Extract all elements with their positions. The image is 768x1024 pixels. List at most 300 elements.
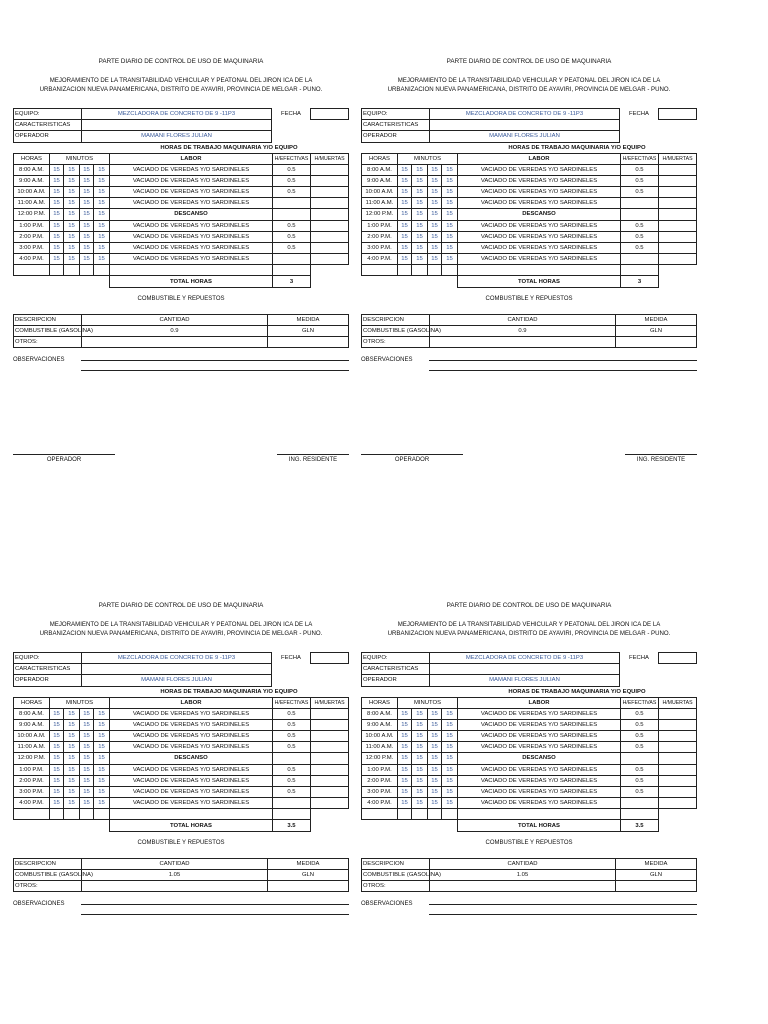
efectivas-cell[interactable]	[620, 254, 658, 265]
minute-cell-3[interactable]: 15	[428, 708, 442, 719]
minute-cell-2[interactable]: 15	[64, 254, 80, 265]
fuel-section-title: COMBUSTIBLE Y REPUESTOS	[485, 295, 573, 302]
minute-cell-4[interactable]: 15	[94, 719, 110, 730]
table-row	[14, 231, 349, 242]
minute-cell-1[interactable]: 15	[398, 730, 412, 741]
minute-cell-3[interactable]: 15	[428, 242, 442, 253]
fuel-cant-label: CANTIDAD	[82, 314, 268, 325]
minute-cell-2[interactable]: 15	[64, 719, 80, 730]
efectivas-cell[interactable]: 0.5	[272, 764, 310, 775]
minute-cell-2[interactable]: 15	[412, 708, 428, 719]
muertas-cell[interactable]	[658, 231, 696, 242]
efectivas-cell[interactable]: 0.5	[620, 775, 658, 786]
minute-cell-4[interactable]: 15	[442, 254, 458, 265]
labor-cell[interactable]: VACIADO DE VEREDAS Y/O SARDINELES	[458, 254, 621, 265]
efectivas-cell[interactable]: 0.5	[272, 775, 310, 786]
labor-cell[interactable]: VACIADO DE VEREDAS Y/O SARDINELES	[110, 742, 273, 753]
caracteristicas-field[interactable]	[430, 120, 620, 131]
minute-cell-2[interactable]: 15	[412, 175, 428, 186]
minute-cell-4[interactable]: 15	[442, 775, 458, 786]
minute-cell-4[interactable]: 15	[94, 764, 110, 775]
minute-cell-3[interactable]: 15	[428, 730, 442, 741]
minute-cell-4[interactable]: 15	[442, 753, 458, 764]
minute-cell-2[interactable]: 15	[412, 231, 428, 242]
minute-cell-4[interactable]: 15	[442, 198, 458, 209]
labor-cell[interactable]: VACIADO DE VEREDAS Y/O SARDINELES	[110, 775, 273, 786]
minute-cell-3[interactable]: 15	[80, 764, 94, 775]
minute-cell-4[interactable]: 15	[94, 242, 110, 253]
minute-cell-3[interactable]: 15	[80, 164, 94, 175]
muertas-cell[interactable]	[310, 719, 348, 730]
minute-cell-4[interactable]: 15	[442, 209, 458, 220]
muertas-cell[interactable]	[310, 209, 348, 220]
minute-cell-1[interactable]: 15	[50, 730, 64, 741]
efectivas-cell[interactable]	[272, 753, 310, 764]
labor-cell[interactable]: VACIADO DE VEREDAS Y/O SARDINELES	[110, 175, 273, 186]
minute-cell-1[interactable]: 15	[398, 186, 412, 197]
minute-cell-3[interactable]: 15	[80, 175, 94, 186]
minute-cell-1[interactable]: 15	[50, 198, 64, 209]
otros-label: OTROS:	[14, 337, 82, 348]
efectivas-cell[interactable]: 0.5	[620, 220, 658, 231]
labor-cell[interactable]: DESCANSO	[110, 753, 273, 764]
minute-cell-1[interactable]: 15	[50, 242, 64, 253]
minute-cell-2[interactable]: 15	[412, 798, 428, 809]
fecha-field[interactable]	[659, 653, 697, 664]
minute-cell-2[interactable]: 15	[412, 164, 428, 175]
minute-cell-3[interactable]: 15	[80, 220, 94, 231]
labor-cell[interactable]: VACIADO DE VEREDAS Y/O SARDINELES	[458, 164, 621, 175]
muertas-cell[interactable]	[658, 798, 696, 809]
minute-cell-1[interactable]: 15	[50, 209, 64, 220]
minute-cell-3[interactable]: 15	[428, 220, 442, 231]
minute-cell-1[interactable]: 15	[398, 175, 412, 186]
muertas-cell[interactable]	[310, 764, 348, 775]
minute-cell-2[interactable]: 15	[64, 242, 80, 253]
muertas-cell[interactable]	[310, 164, 348, 175]
efectivas-cell[interactable]: 0.5	[272, 164, 310, 175]
minute-cell-1[interactable]: 15	[398, 742, 412, 753]
labor-cell[interactable]: DESCANSO	[458, 209, 621, 220]
minute-cell-1[interactable]: 15	[398, 775, 412, 786]
minute-cell-2[interactable]: 15	[64, 764, 80, 775]
otros-field[interactable]	[82, 337, 268, 348]
minute-cell-2[interactable]: 15	[412, 220, 428, 231]
otros-field[interactable]	[82, 881, 268, 892]
minute-cell-3[interactable]: 15	[428, 719, 442, 730]
fuel-quantity[interactable]: 0.9	[82, 325, 268, 336]
minute-cell-3[interactable]: 15	[80, 730, 94, 741]
minute-cell-2[interactable]: 15	[412, 742, 428, 753]
minute-cell-2[interactable]: 15	[64, 798, 80, 809]
minute-cell-2[interactable]: 15	[64, 175, 80, 186]
minute-cell-3[interactable]: 15	[428, 753, 442, 764]
efectivas-cell[interactable]: 0.5	[272, 175, 310, 186]
minute-cell-1[interactable]: 15	[50, 798, 64, 809]
fecha-field[interactable]	[659, 109, 697, 120]
labor-cell[interactable]: VACIADO DE VEREDAS Y/O SARDINELES	[458, 186, 621, 197]
equipo-value[interactable]: MEZCLADORA DE CONCRETO DE 9 -11P3	[430, 653, 620, 664]
efectivas-cell[interactable]	[620, 198, 658, 209]
efectivas-cell[interactable]: 0.5	[272, 231, 310, 242]
efectivas-cell[interactable]: 0.5	[272, 220, 310, 231]
muertas-cell[interactable]	[310, 742, 348, 753]
operador-value[interactable]: MAMANI FLORES JULIAN	[430, 131, 620, 142]
muertas-cell[interactable]	[310, 231, 348, 242]
observaciones-line-1[interactable]	[429, 904, 697, 905]
labor-cell[interactable]: VACIADO DE VEREDAS Y/O SARDINELES	[458, 719, 621, 730]
efectivas-cell[interactable]	[272, 798, 310, 809]
efectivas-cell[interactable]: 0.5	[272, 186, 310, 197]
muertas-cell[interactable]	[658, 186, 696, 197]
minute-cell-2[interactable]: 15	[412, 242, 428, 253]
minute-cell-2[interactable]: 15	[64, 786, 80, 797]
minute-cell-4[interactable]: 15	[94, 730, 110, 741]
minute-cell-1[interactable]: 15	[50, 719, 64, 730]
minute-cell-4[interactable]: 15	[442, 742, 458, 753]
operador-value[interactable]: MAMANI FLORES JULIAN	[430, 675, 620, 686]
otros-unit-field[interactable]	[616, 337, 697, 348]
minute-cell-2[interactable]: 15	[412, 209, 428, 220]
minute-cell-3[interactable]: 15	[80, 242, 94, 253]
otros-unit-field[interactable]	[268, 881, 349, 892]
minute-cell-2[interactable]: 15	[64, 708, 80, 719]
minute-cell-4[interactable]: 15	[94, 164, 110, 175]
minute-cell-2[interactable]: 15	[64, 742, 80, 753]
efectivas-cell[interactable]: 0.5	[272, 708, 310, 719]
muertas-cell[interactable]	[310, 775, 348, 786]
labor-cell[interactable]: VACIADO DE VEREDAS Y/O SARDINELES	[110, 764, 273, 775]
observaciones-line-2[interactable]	[81, 370, 349, 371]
minute-cell-3[interactable]: 15	[80, 753, 94, 764]
minute-cell-4[interactable]: 15	[94, 708, 110, 719]
minute-cell-1[interactable]: 15	[398, 786, 412, 797]
minute-cell-2[interactable]: 15	[64, 186, 80, 197]
efectivas-cell[interactable]: 0.5	[620, 186, 658, 197]
muertas-cell[interactable]	[658, 209, 696, 220]
efectivas-cell[interactable]: 0.5	[272, 242, 310, 253]
muertas-cell[interactable]	[310, 175, 348, 186]
labor-cell[interactable]: VACIADO DE VEREDAS Y/O SARDINELES	[110, 220, 273, 231]
muertas-cell[interactable]	[658, 786, 696, 797]
minute-cell-1[interactable]: 15	[398, 719, 412, 730]
muertas-cell[interactable]	[658, 220, 696, 231]
muertas-cell[interactable]	[658, 764, 696, 775]
minute-cell-2[interactable]: 15	[412, 730, 428, 741]
minute-cell-4[interactable]: 15	[94, 186, 110, 197]
fuel-quantity[interactable]: 0.9	[430, 325, 616, 336]
efectivas-cell[interactable]: 0.5	[620, 231, 658, 242]
equipo-value[interactable]: MEZCLADORA DE CONCRETO DE 9 -11P3	[82, 653, 272, 664]
efectivas-cell[interactable]	[272, 209, 310, 220]
minute-cell-3[interactable]: 15	[80, 231, 94, 242]
labor-cell[interactable]: VACIADO DE VEREDAS Y/O SARDINELES	[458, 175, 621, 186]
muertas-cell[interactable]	[658, 719, 696, 730]
efectivas-cell[interactable]: 0.5	[272, 742, 310, 753]
labor-cell[interactable]: VACIADO DE VEREDAS Y/O SARDINELES	[110, 730, 273, 741]
labor-cell[interactable]: VACIADO DE VEREDAS Y/O SARDINELES	[458, 708, 621, 719]
muertas-cell[interactable]	[310, 730, 348, 741]
col-labor: LABOR	[458, 153, 621, 164]
minute-cell-3[interactable]: 15	[428, 254, 442, 265]
labor-cell[interactable]: VACIADO DE VEREDAS Y/O SARDINELES	[110, 798, 273, 809]
labor-cell[interactable]: VACIADO DE VEREDAS Y/O SARDINELES	[458, 220, 621, 231]
labor-cell[interactable]: VACIADO DE VEREDAS Y/O SARDINELES	[458, 198, 621, 209]
minute-cell-1[interactable]: 15	[50, 186, 64, 197]
minute-cell-2[interactable]: 15	[412, 186, 428, 197]
minute-cell-4[interactable]: 15	[94, 742, 110, 753]
labor-cell[interactable]: DESCANSO	[458, 753, 621, 764]
labor-cell[interactable]: VACIADO DE VEREDAS Y/O SARDINELES	[458, 786, 621, 797]
muertas-cell[interactable]	[658, 730, 696, 741]
labor-cell[interactable]: VACIADO DE VEREDAS Y/O SARDINELES	[458, 764, 621, 775]
minute-cell-1[interactable]: 15	[50, 786, 64, 797]
minute-cell-4[interactable]: 15	[442, 708, 458, 719]
minute-cell-3[interactable]: 15	[80, 742, 94, 753]
labor-cell[interactable]: VACIADO DE VEREDAS Y/O SARDINELES	[110, 186, 273, 197]
otros-unit-field[interactable]	[268, 337, 349, 348]
minute-cell-3[interactable]: 15	[80, 786, 94, 797]
labor-cell[interactable]: VACIADO DE VEREDAS Y/O SARDINELES	[458, 798, 621, 809]
minute-cell-3[interactable]: 15	[428, 775, 442, 786]
labor-cell[interactable]: VACIADO DE VEREDAS Y/O SARDINELES	[110, 254, 273, 265]
muertas-cell[interactable]	[310, 198, 348, 209]
minute-cell-1[interactable]: 15	[398, 231, 412, 242]
minute-cell-1[interactable]: 15	[398, 209, 412, 220]
muertas-cell[interactable]	[658, 254, 696, 265]
efectivas-cell[interactable]: 0.5	[620, 719, 658, 730]
minute-cell-1[interactable]: 15	[398, 708, 412, 719]
minute-cell-4[interactable]: 15	[442, 231, 458, 242]
minute-cell-4[interactable]: 15	[442, 730, 458, 741]
muertas-cell[interactable]	[658, 753, 696, 764]
minute-cell-2[interactable]: 15	[412, 719, 428, 730]
minute-cell-4[interactable]: 15	[442, 186, 458, 197]
minute-cell-4[interactable]: 15	[442, 786, 458, 797]
muertas-cell[interactable]	[658, 708, 696, 719]
minute-cell-3[interactable]: 15	[428, 164, 442, 175]
minute-cell-2[interactable]: 15	[64, 220, 80, 231]
minute-cell-3[interactable]: 15	[80, 209, 94, 220]
minute-cell-3[interactable]: 15	[428, 742, 442, 753]
minute-cell-2[interactable]: 15	[64, 198, 80, 209]
labor-cell[interactable]: VACIADO DE VEREDAS Y/O SARDINELES	[458, 775, 621, 786]
minute-cell-2[interactable]: 15	[64, 209, 80, 220]
minute-cell-1[interactable]: 15	[50, 220, 64, 231]
fuel-medida-label: MEDIDA	[268, 314, 349, 325]
minute-cell-4[interactable]: 15	[94, 198, 110, 209]
efectivas-cell[interactable]: 0.5	[272, 719, 310, 730]
minute-cell-3[interactable]: 15	[428, 209, 442, 220]
minute-cell-3[interactable]: 15	[80, 719, 94, 730]
minute-cell-2[interactable]: 15	[412, 775, 428, 786]
col-minutos: MINUTOS	[398, 697, 458, 708]
efectivas-cell[interactable]	[620, 798, 658, 809]
minute-cell-1[interactable]: 15	[50, 708, 64, 719]
minute-cell-3[interactable]: 15	[80, 198, 94, 209]
minute-cell-3[interactable]: 15	[80, 708, 94, 719]
efectivas-cell[interactable]: 0.5	[620, 242, 658, 253]
minute-cell-3[interactable]: 15	[428, 786, 442, 797]
minute-cell-1[interactable]: 15	[398, 198, 412, 209]
labor-cell[interactable]: DESCANSO	[110, 209, 273, 220]
efectivas-cell[interactable]	[272, 198, 310, 209]
minute-cell-4[interactable]: 15	[442, 798, 458, 809]
labor-cell[interactable]: VACIADO DE VEREDAS Y/O SARDINELES	[458, 742, 621, 753]
minute-cell-2[interactable]: 15	[412, 786, 428, 797]
minute-cell-1[interactable]: 15	[398, 164, 412, 175]
minute-cell-2[interactable]: 15	[412, 198, 428, 209]
muertas-cell[interactable]	[310, 708, 348, 719]
minute-cell-2[interactable]: 15	[412, 254, 428, 265]
operador-value[interactable]: MAMANI FLORES JULIAN	[82, 131, 272, 142]
minute-cell-3[interactable]: 15	[428, 175, 442, 186]
minute-cell-4[interactable]: 15	[94, 220, 110, 231]
efectivas-cell[interactable]	[620, 753, 658, 764]
muertas-cell[interactable]	[658, 198, 696, 209]
efectivas-cell[interactable]: 0.5	[272, 730, 310, 741]
minute-cell-4[interactable]: 15	[94, 753, 110, 764]
minute-cell-1[interactable]: 15	[50, 764, 64, 775]
minute-cell-3[interactable]: 15	[428, 186, 442, 197]
minute-cell-1[interactable]: 15	[50, 231, 64, 242]
minute-cell-1[interactable]: 15	[398, 764, 412, 775]
minute-cell-1[interactable]: 15	[50, 753, 64, 764]
labor-cell[interactable]: VACIADO DE VEREDAS Y/O SARDINELES	[110, 242, 273, 253]
minute-cell-1[interactable]: 15	[50, 742, 64, 753]
efectivas-cell[interactable]: 0.5	[272, 786, 310, 797]
efectivas-cell[interactable]: 0.5	[620, 786, 658, 797]
labor-cell[interactable]: VACIADO DE VEREDAS Y/O SARDINELES	[110, 164, 273, 175]
caracteristicas-field[interactable]	[82, 120, 272, 131]
minute-cell-2[interactable]: 15	[64, 730, 80, 741]
muertas-cell[interactable]	[658, 775, 696, 786]
otros-field[interactable]	[430, 881, 616, 892]
minute-cell-2[interactable]: 15	[412, 753, 428, 764]
minute-cell-4[interactable]: 15	[442, 220, 458, 231]
minute-cell-3[interactable]: 15	[428, 798, 442, 809]
minute-cell-1[interactable]: 15	[398, 753, 412, 764]
muertas-cell[interactable]	[310, 242, 348, 253]
observaciones-line-1[interactable]	[429, 360, 697, 361]
muertas-cell[interactable]	[658, 164, 696, 175]
minute-cell-1[interactable]: 15	[50, 175, 64, 186]
minute-cell-3[interactable]: 15	[80, 775, 94, 786]
fuel-item: COMBUSTIBLE (GASOLINA)	[362, 325, 430, 336]
otros-field[interactable]	[430, 337, 616, 348]
muertas-cell[interactable]	[310, 753, 348, 764]
muertas-cell[interactable]	[658, 742, 696, 753]
labor-cell[interactable]: VACIADO DE VEREDAS Y/O SARDINELES	[110, 786, 273, 797]
minute-cell-1[interactable]: 15	[398, 220, 412, 231]
minute-cell-1[interactable]: 15	[50, 254, 64, 265]
minute-cell-1[interactable]: 15	[398, 242, 412, 253]
labor-cell[interactable]: VACIADO DE VEREDAS Y/O SARDINELES	[458, 231, 621, 242]
minute-cell-2[interactable]: 15	[412, 764, 428, 775]
fecha-field[interactable]	[311, 109, 349, 120]
signature-residente: ING. RESIDENTE	[277, 454, 349, 463]
minute-cell-2[interactable]: 15	[64, 753, 80, 764]
minute-cell-3[interactable]: 15	[428, 198, 442, 209]
efectivas-cell[interactable]	[272, 254, 310, 265]
minute-cell-4[interactable]: 15	[442, 764, 458, 775]
efectivas-cell[interactable]: 0.5	[620, 742, 658, 753]
caracteristicas-field[interactable]	[430, 664, 620, 675]
muertas-cell[interactable]	[310, 220, 348, 231]
labor-cell[interactable]: VACIADO DE VEREDAS Y/O SARDINELES	[110, 708, 273, 719]
observaciones-line-2[interactable]	[429, 914, 697, 915]
minute-cell-4[interactable]: 15	[442, 242, 458, 253]
minute-cell-2[interactable]: 15	[64, 231, 80, 242]
equipo-value[interactable]: MEZCLADORA DE CONCRETO DE 9 -11P3	[82, 109, 272, 120]
observaciones-line-1[interactable]	[81, 360, 349, 361]
minute-cell-2[interactable]: 15	[64, 164, 80, 175]
minute-cell-1[interactable]: 15	[50, 164, 64, 175]
muertas-cell[interactable]	[658, 175, 696, 186]
caracteristicas-field[interactable]	[82, 664, 272, 675]
efectivas-cell[interactable]: 0.5	[620, 164, 658, 175]
minute-cell-4[interactable]: 15	[94, 786, 110, 797]
muertas-cell[interactable]	[310, 786, 348, 797]
minute-cell-4[interactable]: 15	[94, 798, 110, 809]
efectivas-cell[interactable]	[620, 209, 658, 220]
minute-cell-4[interactable]: 15	[442, 175, 458, 186]
muertas-cell[interactable]	[658, 242, 696, 253]
minute-cell-2[interactable]: 15	[64, 775, 80, 786]
hora-cell: 3:00 P.M.	[362, 242, 398, 253]
observaciones-line-2[interactable]	[429, 370, 697, 371]
efectivas-cell[interactable]: 0.5	[620, 708, 658, 719]
labor-cell[interactable]: VACIADO DE VEREDAS Y/O SARDINELES	[110, 719, 273, 730]
minute-cell-3[interactable]: 15	[428, 231, 442, 242]
fuel-quantity[interactable]: 1.05	[82, 869, 268, 880]
labor-cell[interactable]: VACIADO DE VEREDAS Y/O SARDINELES	[458, 730, 621, 741]
minute-cell-1[interactable]: 15	[398, 798, 412, 809]
minute-cell-3[interactable]: 15	[80, 798, 94, 809]
fuel-quantity[interactable]: 1.05	[430, 869, 616, 880]
efectivas-cell[interactable]: 0.5	[620, 764, 658, 775]
minute-cell-4[interactable]: 15	[94, 209, 110, 220]
minute-cell-3[interactable]: 15	[428, 764, 442, 775]
otros-unit-field[interactable]	[616, 881, 697, 892]
muertas-cell[interactable]	[310, 254, 348, 265]
minute-cell-4[interactable]: 15	[94, 775, 110, 786]
minute-cell-4[interactable]: 15	[94, 231, 110, 242]
minute-cell-3[interactable]: 15	[80, 186, 94, 197]
observaciones-line-2[interactable]	[81, 914, 349, 915]
minute-cell-3[interactable]: 15	[80, 254, 94, 265]
labor-cell[interactable]: VACIADO DE VEREDAS Y/O SARDINELES	[110, 198, 273, 209]
minute-cell-4[interactable]: 15	[94, 254, 110, 265]
minute-cell-4[interactable]: 15	[442, 719, 458, 730]
operador-value[interactable]: MAMANI FLORES JULIAN	[82, 675, 272, 686]
minute-cell-1[interactable]: 15	[398, 254, 412, 265]
efectivas-cell[interactable]: 0.5	[620, 730, 658, 741]
equipo-value[interactable]: MEZCLADORA DE CONCRETO DE 9 -11P3	[430, 109, 620, 120]
muertas-cell[interactable]	[310, 186, 348, 197]
observaciones-line-1[interactable]	[81, 904, 349, 905]
minute-cell-1[interactable]: 15	[50, 775, 64, 786]
efectivas-cell[interactable]: 0.5	[620, 175, 658, 186]
hora-cell: 2:00 P.M.	[14, 231, 50, 242]
minute-cell-4[interactable]: 15	[442, 164, 458, 175]
labor-cell[interactable]: VACIADO DE VEREDAS Y/O SARDINELES	[110, 231, 273, 242]
muertas-cell[interactable]	[310, 798, 348, 809]
minute-cell-4[interactable]: 15	[94, 175, 110, 186]
labor-cell[interactable]: VACIADO DE VEREDAS Y/O SARDINELES	[458, 242, 621, 253]
fuel-section-title: COMBUSTIBLE Y REPUESTOS	[137, 839, 225, 846]
fecha-field[interactable]	[311, 653, 349, 664]
